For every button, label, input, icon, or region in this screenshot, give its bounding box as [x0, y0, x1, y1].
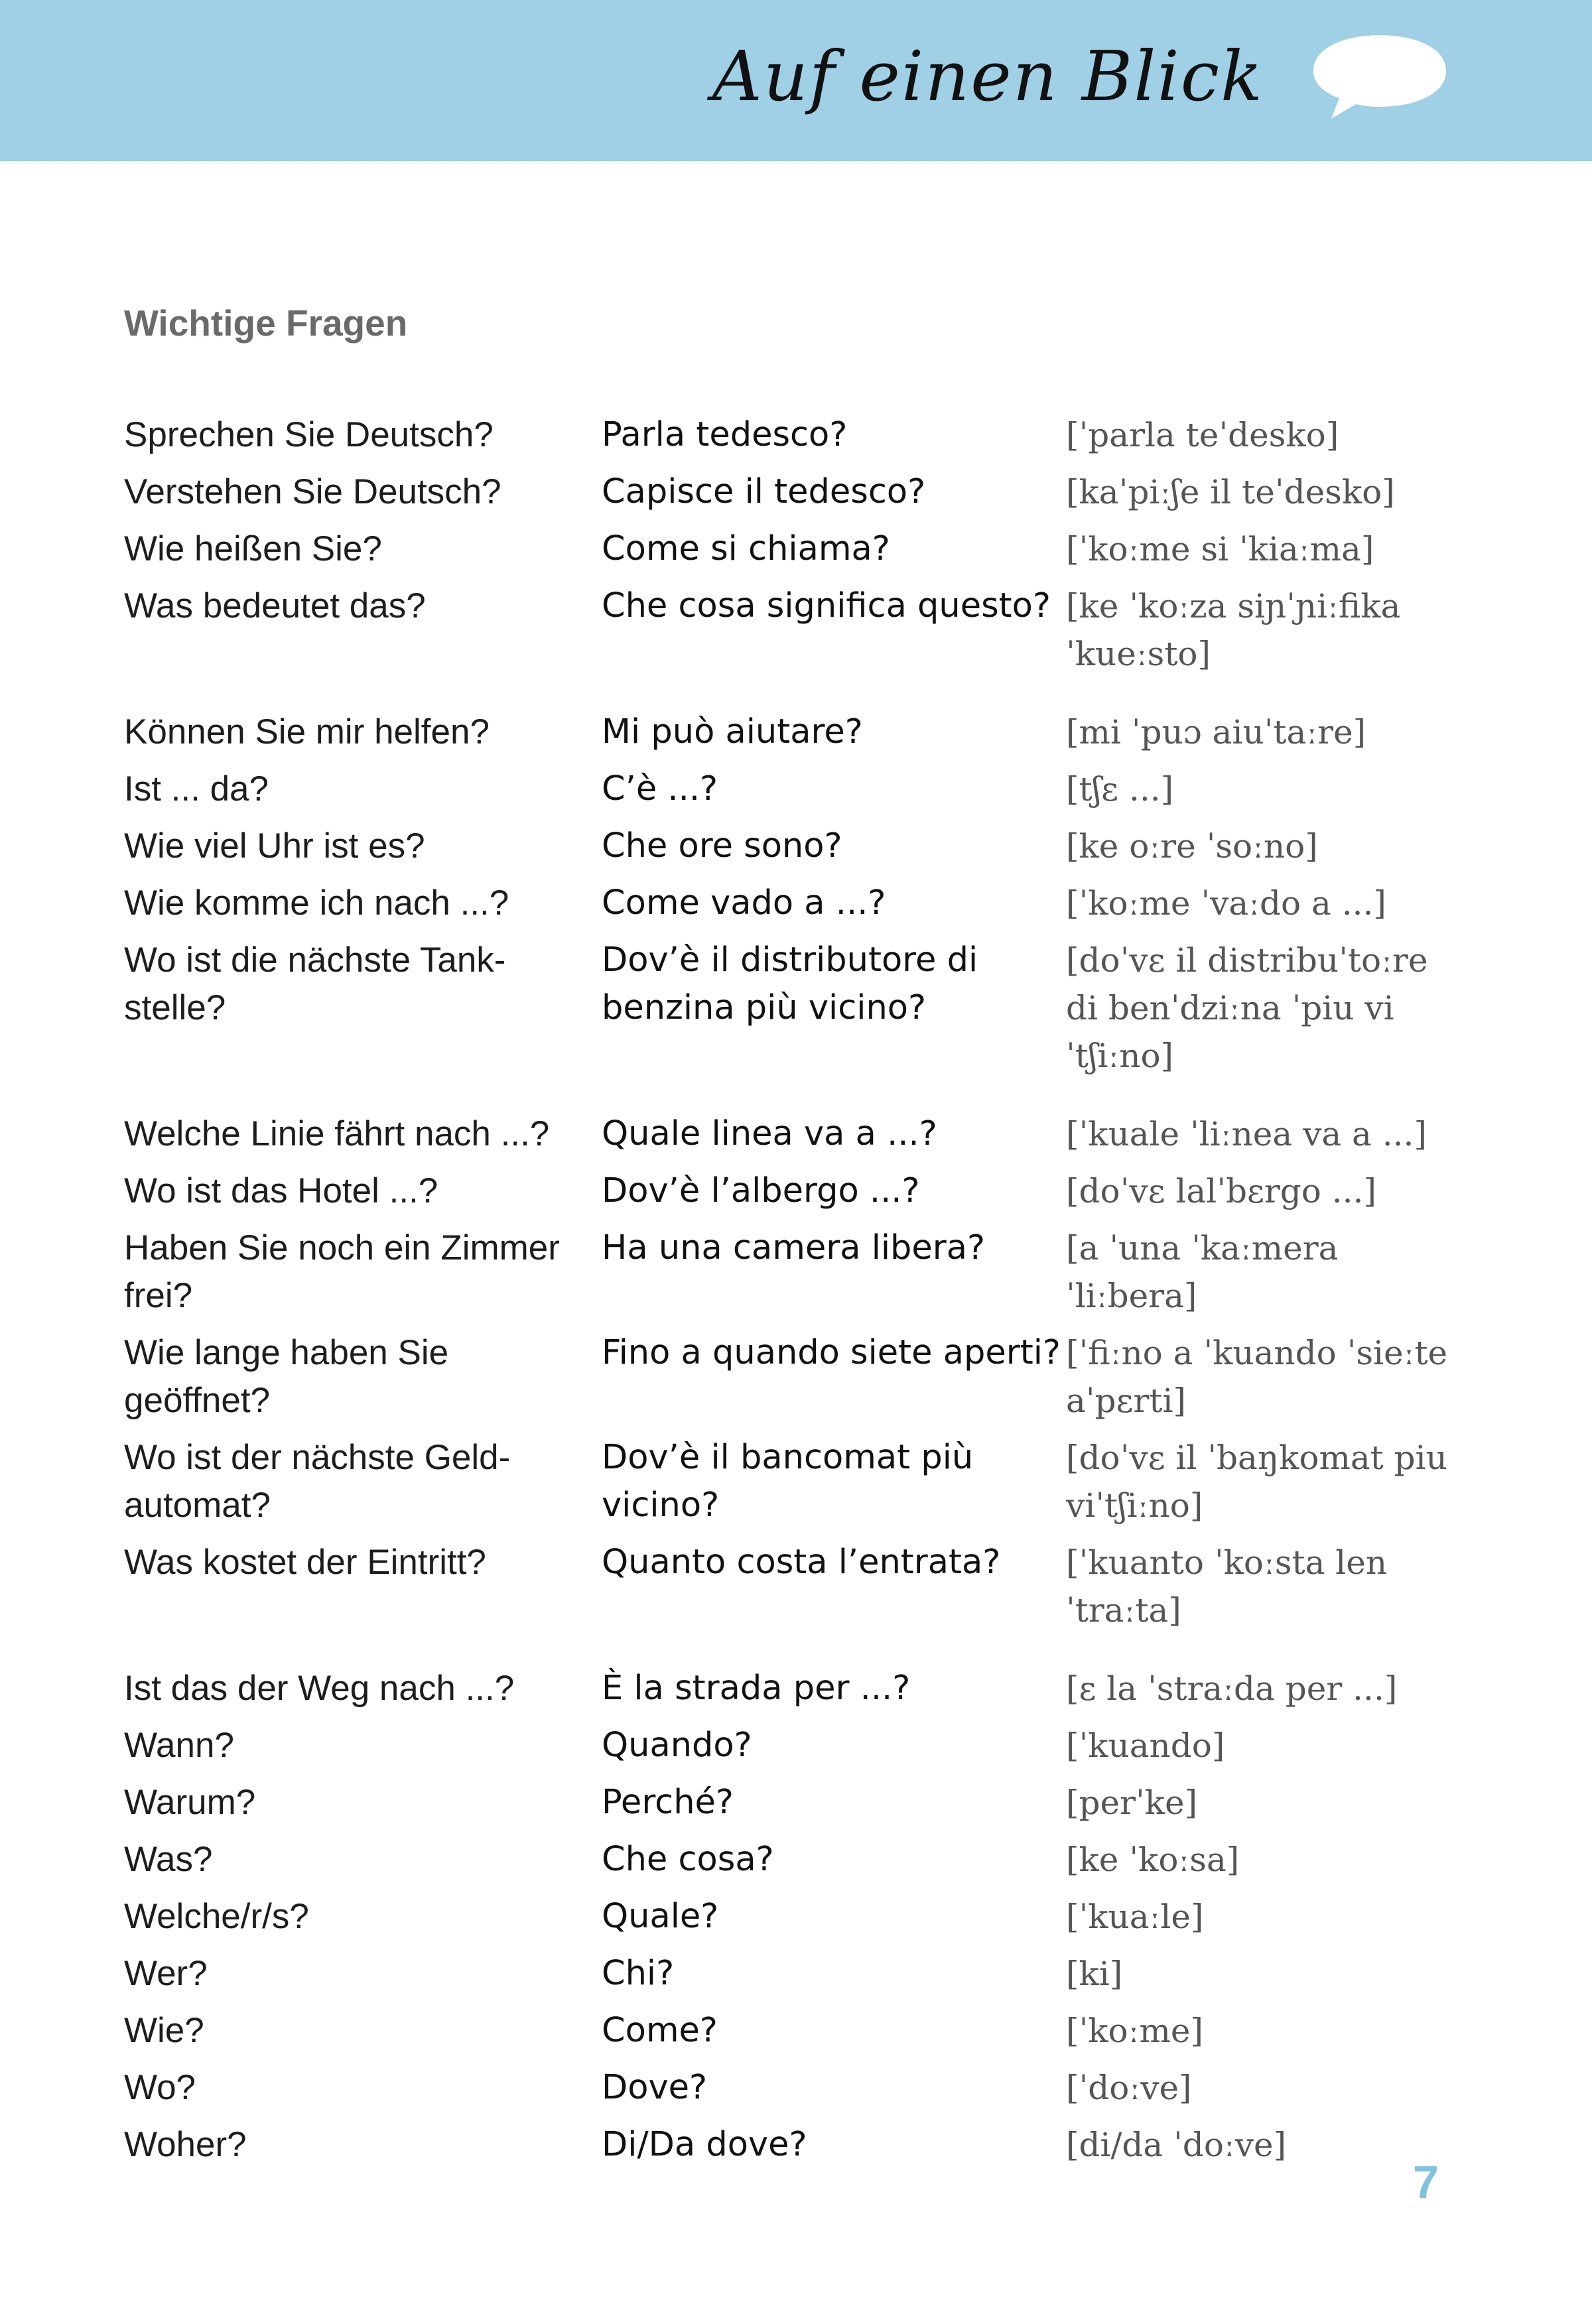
- phrase-row: [124, 822, 1451, 879]
- pronunciation: [ki]: [1066, 1955, 1123, 1993]
- pronunciation: [a ˈuna ˈkaːmera ˈliːbera]: [1066, 1229, 1339, 1315]
- phrase-row: [124, 708, 1451, 765]
- pronunciation: [ˈkuando]: [1066, 1726, 1225, 1765]
- italian-phrase: Come?: [602, 2011, 718, 2050]
- phrase-row: [124, 1434, 1451, 1539]
- german-phrase: Wer?: [124, 1954, 208, 1993]
- phrase-row: [124, 936, 1451, 1110]
- pronunciation: [di/da ˈdoːve]: [1066, 2126, 1287, 2164]
- phrase-row: [124, 525, 1451, 582]
- phrase-row: [124, 2121, 1451, 2178]
- italian-phrase: Fino a quando siete aperti?: [602, 1333, 1061, 1372]
- phrase-row: [124, 582, 1451, 708]
- german-phrase: Wie komme ich nach ...?: [124, 883, 509, 923]
- pronunciation: [kaˈpiːʃe il teˈdesko]: [1066, 473, 1395, 511]
- pronunciation: [doˈvɛ il distribuˈtoːre di benˈdziːna ˈpiu viˈtʃiːno]: [1066, 941, 1428, 1075]
- phrase-row: [124, 1167, 1451, 1224]
- italian-phrase: Come si chiama?: [602, 529, 890, 568]
- pronunciation: [ˈkuale ˈliːnea va a ...]: [1066, 1115, 1427, 1153]
- italian-phrase: Quanto costa l’entrata?: [602, 1543, 1001, 1582]
- pronunciation: [ˈkuanto ˈkoːsta lenˈtraːta]: [1066, 1543, 1388, 1630]
- pronunciation: [ke ˈkoːza siɲˈɲiːfika ˈkueːsto]: [1066, 587, 1401, 673]
- italian-phrase: Mi può aiutare?: [602, 712, 863, 751]
- german-phrase: Können Sie mir helfen?: [124, 712, 490, 751]
- pronunciation: [perˈke]: [1066, 1783, 1198, 1822]
- german-phrase: Wo ist der nächste Geld-automat?: [124, 1438, 511, 1525]
- phrase-row: [124, 1779, 1451, 1836]
- italian-phrase: Quale linea va a ...?: [602, 1114, 937, 1153]
- pronunciation: [ɛ la ˈstraːda per ...]: [1066, 1669, 1398, 1708]
- german-phrase: Was bedeutet das?: [124, 586, 426, 625]
- german-phrase: Wie viel Uhr ist es?: [124, 826, 425, 866]
- german-phrase: Woher?: [124, 2125, 247, 2164]
- pronunciation: [ke ˈkoːsa]: [1066, 1840, 1240, 1879]
- italian-phrase: Che cosa?: [602, 1840, 774, 1879]
- pronunciation: [doˈvɛ lalˈbɛrgo ...]: [1066, 1172, 1376, 1210]
- phrase-row: [124, 1950, 1451, 2007]
- page-title: Auf einen Blick: [712, 36, 1264, 117]
- pronunciation: [ˈkuaːle]: [1066, 1898, 1204, 1936]
- phrase-row: [124, 2007, 1451, 2064]
- phrase-row: [124, 1110, 1451, 1167]
- phrase-row: [124, 1665, 1451, 1722]
- german-phrase: Welche Linie fährt nach ...?: [124, 1114, 550, 1153]
- german-phrase: Wann?: [124, 1726, 234, 1765]
- italian-phrase: Dov’è l’albergo ...?: [602, 1171, 920, 1210]
- german-phrase: Welche/r/s?: [124, 1897, 309, 1936]
- italian-phrase: Quando?: [602, 1726, 752, 1765]
- german-phrase: Was kostet der Eintritt?: [124, 1543, 486, 1582]
- italian-phrase: Che ore sono?: [602, 826, 842, 866]
- section-heading: Wichtige Fragen: [124, 302, 408, 344]
- phrase-table: [124, 411, 1451, 2178]
- italian-phrase: C’è ...?: [602, 769, 718, 808]
- speech-bubble-icon: [1310, 30, 1449, 123]
- italian-phrase: Capisce il tedesco?: [602, 472, 926, 511]
- phrase-row: [124, 879, 1451, 936]
- pronunciation: [ˈfiːno a ˈkuando ˈsieːte aˈpɛrti]: [1066, 1334, 1448, 1420]
- pronunciation: [doˈvɛ il ˈbaŋkomat piu viˈtʃiːno]: [1066, 1439, 1447, 1525]
- italian-phrase: Quale?: [602, 1897, 719, 1936]
- italian-phrase: Di/Da dove?: [602, 2125, 807, 2164]
- pronunciation: [ˈkoːme si ˈkiaːma]: [1066, 530, 1374, 568]
- german-phrase: Wo?: [124, 2068, 196, 2107]
- german-phrase: Wie heißen Sie?: [124, 529, 382, 568]
- pronunciation: [ˈparla teˈdesko]: [1066, 416, 1339, 454]
- italian-phrase: È la strada per ...?: [602, 1669, 911, 1708]
- phrase-row: [124, 1836, 1451, 1893]
- italian-phrase: Come vado a ...?: [602, 883, 886, 923]
- italian-phrase: Dov’è il bancomat più vicino?: [602, 1438, 974, 1525]
- phrase-row: [124, 765, 1451, 822]
- pronunciation: [ke oːre ˈsoːno]: [1066, 827, 1318, 866]
- german-phrase: Ist ... da?: [124, 769, 269, 808]
- pronunciation: [ˈkoːme ˈvaːdo a ...]: [1066, 884, 1386, 923]
- phrase-row: [124, 2064, 1451, 2121]
- phrase-row: [124, 411, 1451, 468]
- italian-phrase: Dove?: [602, 2068, 708, 2107]
- phrase-row: [124, 1539, 1451, 1665]
- german-phrase: Wie lange haben Sie geöffnet?: [124, 1333, 449, 1420]
- german-phrase: Wo ist die nächste Tank-stelle?: [124, 940, 506, 1027]
- italian-phrase: Chi?: [602, 1954, 675, 1993]
- german-phrase: Wo ist das Hotel ...?: [124, 1171, 438, 1210]
- pronunciation: [tʃɛ ...]: [1066, 770, 1174, 808]
- german-phrase: Verstehen Sie Deutsch?: [124, 472, 501, 511]
- pronunciation: [ˈdoːve]: [1066, 2069, 1192, 2107]
- phrase-row: [124, 1722, 1451, 1779]
- italian-phrase: Dov’è il distributore di benzina più vicino?: [602, 940, 978, 1027]
- italian-phrase: Perché?: [602, 1783, 734, 1822]
- pronunciation: [ˈkoːme]: [1066, 2012, 1204, 2050]
- german-phrase: Wie?: [124, 2011, 204, 2050]
- italian-phrase: Ha una camera libera?: [602, 1228, 986, 1267]
- german-phrase: Ist das der Weg nach ...?: [124, 1669, 515, 1708]
- phrase-row: [124, 1224, 1451, 1329]
- german-phrase: Sprechen Sie Deutsch?: [124, 415, 494, 454]
- phrase-row: [124, 1329, 1451, 1434]
- phrase-row: [124, 468, 1451, 525]
- german-phrase: Haben Sie noch ein Zimmer frei?: [124, 1228, 560, 1315]
- italian-phrase: Parla tedesco?: [602, 415, 848, 454]
- german-phrase: Warum?: [124, 1783, 256, 1822]
- page-number: 7: [1413, 2156, 1439, 2208]
- italian-phrase: Che cosa significa questo?: [602, 586, 1051, 625]
- german-phrase: Was?: [124, 1840, 213, 1879]
- pronunciation: [mi ˈpuɔ aiuˈtaːre]: [1066, 713, 1366, 751]
- phrase-row: [124, 1893, 1451, 1950]
